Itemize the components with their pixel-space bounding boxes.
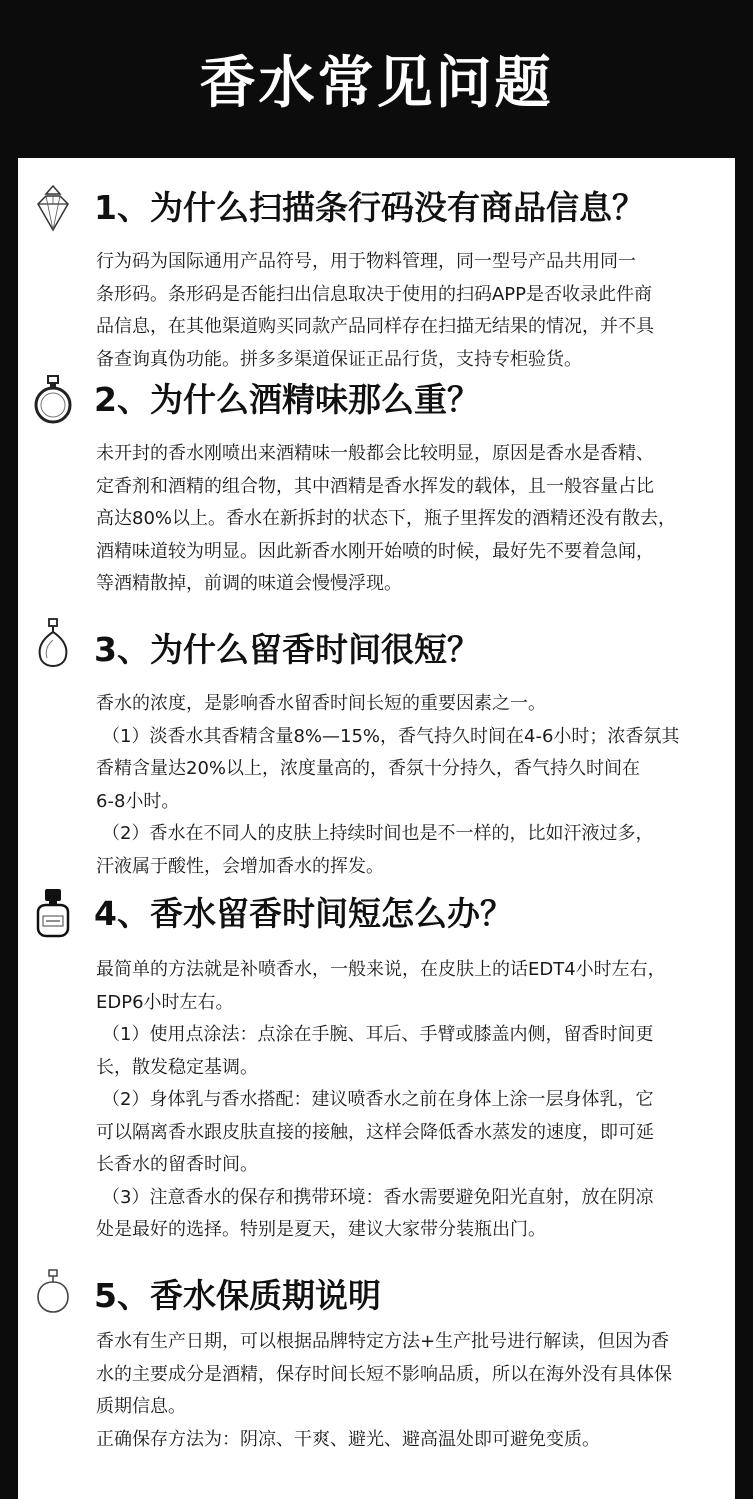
answer-line: 品信息，在其他渠道购买同款产品同样存在扫描无结果的情况，并不具	[96, 316, 654, 337]
answer-line: 可以隔离香水跟皮肤直接的接触，这样会降低香水蒸发的速度，即可延	[96, 1121, 654, 1143]
answer-4	[96, 954, 706, 1247]
answer-line: 香水有生产日期，可以根据品牌特定方法+生产批号进行解读，但因为香	[96, 1331, 670, 1352]
tall-bottle-icon	[30, 618, 76, 668]
answer-line: （2）身体乳与香水搭配：建议喷香水之前在身体上涂一层身体乳，它	[102, 1089, 654, 1110]
answer-line: 长，散发稳定基调。	[96, 1056, 258, 1078]
answer-5	[96, 1326, 706, 1456]
answer-line: 定香剂和酒精的组合物，其中酒精是香水挥发的载体，且一般容量占比	[96, 475, 654, 497]
answer-line: 香精含量达20%以上，浓度量高的，香氛十分持久，香气持久时间在	[96, 758, 641, 779]
answer-1	[96, 246, 706, 376]
answer-line: 汗液属于酸性，会增加香水的挥发。	[96, 855, 384, 877]
answer-line: 质期信息。	[96, 1396, 186, 1417]
answer-line: 行为码为国际通用产品符号，用于物料管理，同一型号产品共用同一	[96, 251, 636, 272]
answer-line: （1）使用点涂法：点涂在手腕、耳后、手臂或膝盖内侧，留香时间更	[102, 1024, 654, 1045]
page-header	[0, 0, 753, 158]
small-bottle-icon	[30, 1266, 76, 1316]
answer-line: EDP6小时左右。	[96, 991, 234, 1013]
answer-line: 酒精味道较为明显。因此新香水刚开始喷的时候，最好先不要着急闻，	[96, 540, 654, 562]
answer-line: 最简单的方法就是补喷香水，一般来说，在皮肤上的话EDT4小时左右，	[96, 959, 666, 980]
question-5: 5、香水保质期说明	[94, 1276, 381, 1315]
answer-line: 6-8小时。	[96, 790, 180, 812]
labeled-bottle-icon	[30, 888, 76, 938]
faq-panel	[18, 158, 735, 1499]
answer-2	[96, 438, 706, 601]
question-4: 4、香水留香时间短怎么办？	[94, 894, 513, 933]
diamond-bottle-icon	[30, 184, 76, 234]
page-title: 香水常见问题	[199, 51, 554, 116]
answer-line: 水的主要成分是酒精，保存时间长短不影响品质，所以在海外没有具体保	[96, 1363, 672, 1385]
answer-line: （2）香水在不同人的皮肤上持续时间也是不一样的，比如汗液过多，	[102, 823, 654, 844]
answer-line: 未开封的香水刚喷出来酒精味一般都会比较明显，原因是香水是香精、	[96, 443, 654, 464]
answer-3	[96, 688, 706, 883]
answer-line: 长香水的留香时间。	[96, 1154, 258, 1175]
answer-line: 高达80%以上。香水在新拆封的状态下，瓶子里挥发的酒精还没有散去，	[96, 508, 677, 529]
answer-line: 处是最好的选择。特别是夏天，建议大家带分装瓶出门。	[96, 1219, 546, 1240]
answer-line: 备查询真伪功能。拼多多渠道保证正品行货，支持专柜验货。	[96, 348, 582, 370]
question-3: 3、为什么留香时间很短？	[94, 630, 480, 669]
answer-line: 正确保存方法为：阴凉、干爽、避光、避高温处即可避免变质。	[96, 1428, 600, 1450]
answer-line: （1）淡香水其香精含量8%—15%，香气持久时间在4-6小时；浓香氛其	[102, 725, 680, 747]
question-1: 1、为什么扫描条行码没有商品信息？	[94, 188, 645, 227]
answer-line: 等酒精散掉，前调的味道会慢慢浮现。	[96, 573, 402, 594]
answer-line: 条形码。条形码是否能扫出信息取决于使用的扫码APP是否收录此件商	[96, 283, 653, 305]
question-2: 2、为什么酒精味那么重？	[94, 380, 480, 419]
round-bottle-icon	[30, 374, 76, 424]
answer-line: 香水的浓度，是影响香水留香时间长短的重要因素之一。	[96, 693, 546, 714]
answer-line: （3）注意香水的保存和携带环境：香水需要避免阳光直射，放在阴凉	[102, 1186, 654, 1208]
